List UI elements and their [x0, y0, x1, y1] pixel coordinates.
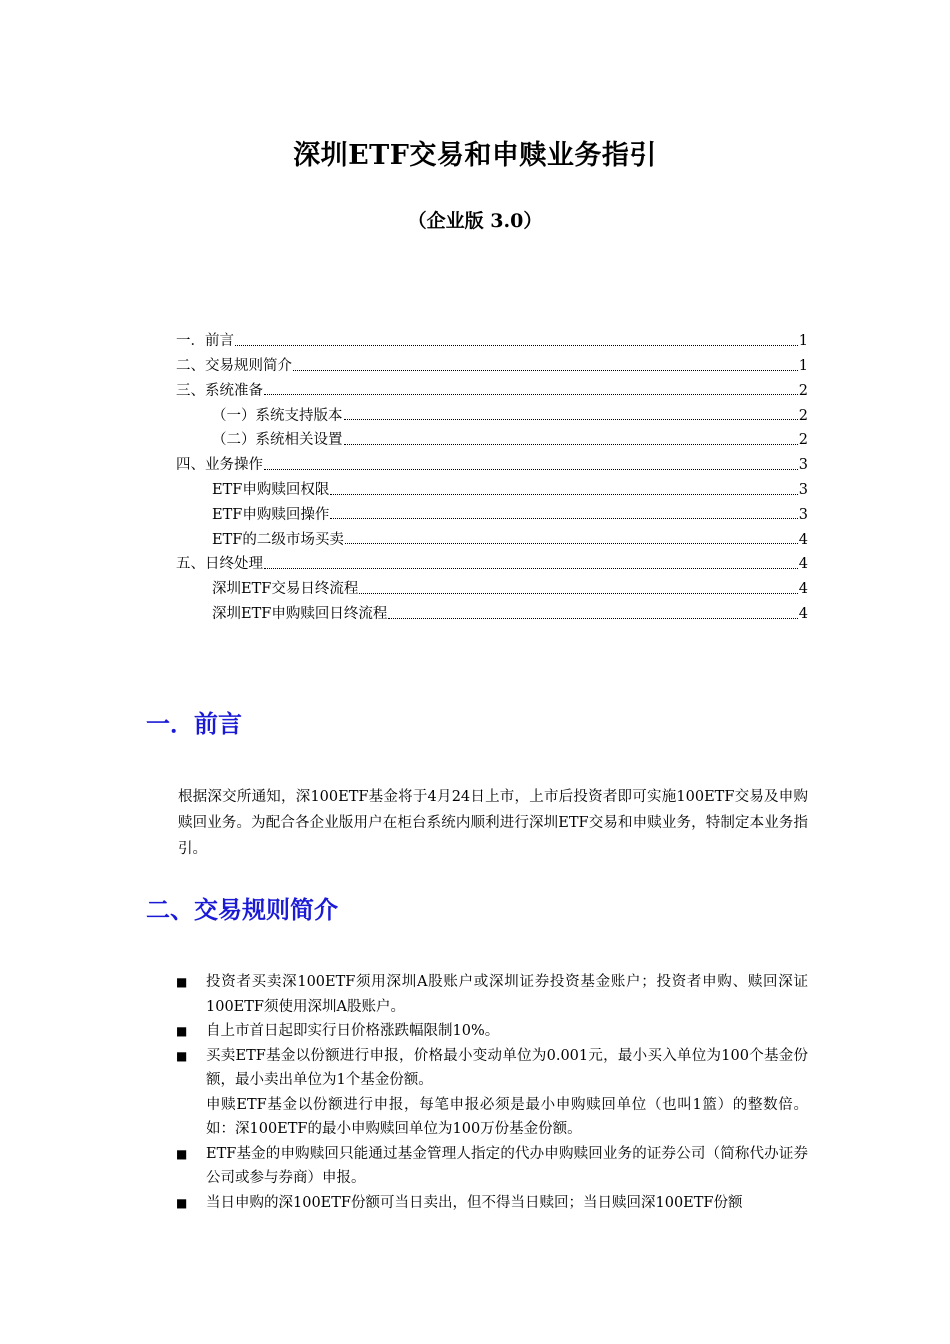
toc-entry[interactable]	[176, 522, 808, 547]
list-item	[176, 1142, 808, 1191]
toc-entry-label: ETF的二级市场买卖	[212, 531, 344, 548]
document-subtitle: （企业版 3.0）	[407, 210, 543, 232]
toc-entry-label: 深圳ETF交易日终流程	[212, 581, 359, 598]
toc-leader-dots	[359, 593, 797, 594]
toc-page-number: 3	[798, 457, 808, 474]
toc-entry[interactable]	[176, 349, 808, 374]
list-item	[176, 1191, 808, 1216]
toc-page-number: 1	[798, 333, 808, 350]
toc-leader-dots	[264, 568, 798, 569]
table-of-contents	[176, 324, 808, 622]
list-item	[176, 1044, 808, 1142]
toc-entry[interactable]	[176, 597, 808, 622]
bullet-square-icon: ■	[176, 1195, 188, 1210]
toc-leader-dots	[345, 543, 798, 544]
toc-entry[interactable]	[176, 498, 808, 523]
toc-entry[interactable]	[176, 423, 808, 448]
list-item	[176, 970, 808, 1019]
toc-entry-label: 四、业务操作	[176, 457, 263, 474]
trading-rules-list	[176, 970, 808, 1215]
toc-page-number: 4	[798, 606, 808, 623]
toc-entry-label: ETF申购赎回权限	[212, 482, 330, 499]
toc-entry[interactable]	[176, 374, 808, 399]
toc-page-number: 2	[798, 382, 808, 399]
section-heading-trading-rules: 二、交易规则简介	[146, 896, 338, 924]
toc-page-number: 2	[798, 432, 808, 449]
toc-leader-dots	[264, 394, 798, 395]
list-item	[176, 1019, 808, 1044]
toc-page-number: 1	[798, 358, 808, 375]
bullet-square-icon: ■	[176, 1048, 188, 1063]
toc-page-number: 2	[798, 407, 808, 424]
toc-page-number: 3	[798, 506, 808, 523]
list-item-text: 当日申购的深100ETF份额可当日卖出，但不得当日赎回；当日赎回深100ETF份额	[206, 1194, 743, 1211]
toc-page-number: 3	[798, 482, 808, 499]
toc-entry-label: 深圳ETF申购赎回日终流程	[212, 606, 388, 623]
toc-entry-label: 二、交易规则简介	[176, 358, 292, 375]
toc-leader-dots	[330, 518, 797, 519]
section-heading-preface: 一．前言	[146, 710, 242, 738]
toc-entry-label: ETF申购赎回操作	[212, 506, 330, 523]
toc-entry[interactable]	[176, 473, 808, 498]
toc-entry-label: 一．前言	[176, 333, 234, 350]
bullet-square-icon: ■	[176, 1024, 188, 1038]
bullet-square-icon: ■	[176, 975, 188, 989]
toc-entry[interactable]	[176, 324, 808, 349]
toc-entry[interactable]	[176, 572, 808, 597]
toc-leader-dots	[388, 618, 797, 619]
toc-entry-label: 五、日终处理	[176, 556, 263, 573]
toc-entry-label: （一）系统支持版本	[212, 407, 343, 424]
preface-paragraph: 根据深交所通知，深100ETF基金将于4月24日上市，上市后投资者即可实施100ETF交易及申购赎回业务。为配合各企业版用户在柜台系统内顺利进行深圳ETF交易和申赎业务，特制定本业务指引。	[178, 789, 808, 857]
toc-entry[interactable]	[176, 448, 808, 473]
list-item-text: 自上市首日起即实行日价格涨跌幅限制10%。	[206, 1023, 500, 1039]
list-item-text: 买卖ETF基金以份额进行申报，价格最小变动单位为0.001元，最小买入单位为100个基金份额，最小卖出单位为1个基金份额。	[206, 1047, 808, 1088]
toc-entry[interactable]	[176, 547, 808, 572]
toc-entry-label: 三、系统准备	[176, 382, 263, 399]
toc-leader-dots	[235, 345, 798, 346]
toc-leader-dots	[264, 469, 798, 470]
list-item-text: 申赎ETF基金以份额进行申报，每笔申报必须是最小申购赎回单位（也叫1篮）的整数倍。如：深100ETF的最小申购赎回单位为100万份基金份额。	[206, 1096, 808, 1137]
toc-leader-dots	[293, 370, 798, 371]
toc-entry-label: （二）系统相关设置	[212, 432, 343, 449]
bullet-square-icon: ■	[176, 1146, 188, 1161]
toc-page-number: 4	[798, 581, 808, 598]
toc-page-number: 4	[798, 556, 808, 573]
toc-leader-dots	[344, 444, 798, 445]
list-item-text: 投资者买卖深100ETF须用深圳A股账户或深圳证券投资基金账户；投资者申购、赎回深证100ETF须使用深圳A股账户。	[206, 974, 808, 1015]
toc-leader-dots	[330, 494, 797, 495]
toc-page-number: 4	[798, 531, 808, 548]
toc-leader-dots	[344, 419, 798, 420]
list-item-text: ETF基金的申购赎回只能通过基金管理人指定的代办申购赎回业务的证券公司（简称代办证券公司或参与券商）申报。	[206, 1145, 808, 1186]
document-title: 深圳ETF交易和申赎业务指引	[293, 140, 657, 171]
toc-entry[interactable]	[176, 398, 808, 423]
